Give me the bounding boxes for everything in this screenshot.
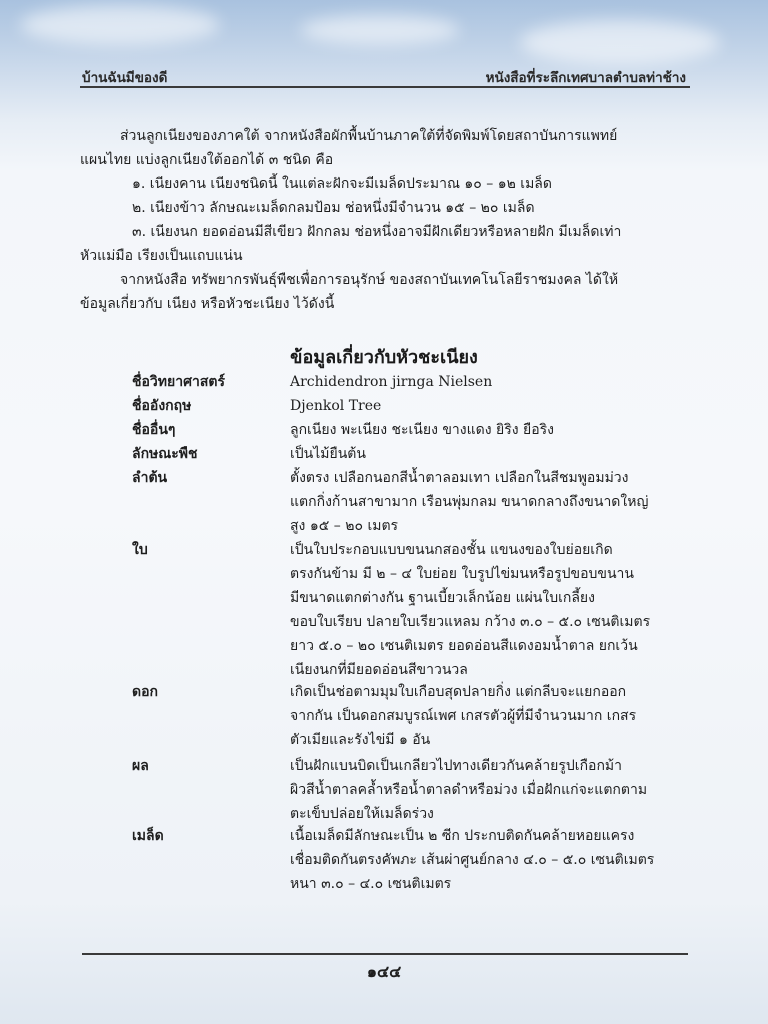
value-line: จากกัน เป็นดอกสมบูรณ์เพศ เกสรตัวผู้ที่มีจำนวนมาก เกสร bbox=[290, 708, 637, 724]
value-line: ผิวสีน้ำตาลคล้ำหรือน้ำตาลดำหรือม่วง เมื่อฝักแก่จะแตกตาม bbox=[290, 782, 648, 798]
value-line: หนา ๓.๐ – ๔.๐ เซนติเมตร bbox=[290, 876, 452, 892]
value-line: ยาว ๕.๐ – ๒๐ เซนติเมตร ยอดอ่อนสีแดงอมน้ำตาล ยกเว้น bbox=[290, 638, 638, 654]
value-line: เกิดเป็นช่อตามมุมใบเกือบสุดปลายกิ่ง แต่กลีบจะแยกออก bbox=[290, 684, 627, 700]
value-line: เป็นใบประกอบแบบขนนกสองชั้น แขนงของใบย่อยเกิด bbox=[290, 542, 613, 558]
value-line: Archidendron jirnga Nielsen bbox=[290, 374, 493, 390]
value-habit bbox=[290, 442, 700, 466]
label-other-names: ชื่ออื่นๆ bbox=[132, 422, 176, 438]
header-divider bbox=[80, 86, 690, 88]
header-book-title: หนังสือที่ระลึกเทศบาลตำบลท่าช้าง bbox=[485, 70, 686, 86]
value-trunk bbox=[290, 466, 700, 538]
label-trunk: ลำต้น bbox=[132, 470, 168, 486]
intro-paragraph-line: แผนไทย แบ่งลูกเนียงใต้ออกได้ ๓ ชนิด คือ bbox=[80, 152, 334, 168]
value-scientific-name bbox=[290, 370, 700, 394]
value-line: แตกกิ่งก้านสาขามาก เรือนพุ่มกลม ขนาดกลางถึงขนาดใหญ่ bbox=[290, 494, 649, 510]
sky-cloud bbox=[300, 15, 460, 45]
value-leaf bbox=[290, 538, 700, 682]
value-line: ตรงกันข้าม มี ๒ – ๔ ใบย่อย ใบรูปไข่มนหรือรูปขอบขนาน bbox=[290, 566, 634, 582]
value-line: Djenkol Tree bbox=[290, 398, 382, 414]
value-line: เนื้อเมล็ดมีลักษณะเป็น ๒ ซีก ประกบติดกันคล้ายหอยแครง bbox=[290, 828, 635, 844]
value-line: ลูกเนียง พะเนียง ชะเนียง ขางแดง ยิริง ยือริง bbox=[290, 422, 555, 438]
label-fruit: ผล bbox=[132, 758, 149, 774]
page-number: ๑๔๔ bbox=[366, 962, 402, 981]
value-line: ขอบใบเรียบ ปลายใบเรียวแหลม กว้าง ๓.๐ – ๕.๐ เซนติเมตร bbox=[290, 614, 651, 630]
value-line: เป็นฝักแบนบิดเป็นเกลียวไปทางเดียวกันคล้ายรูปเกือกม้า bbox=[290, 758, 623, 774]
value-line: ตัวเมียและรังไข่มี ๑ อัน bbox=[290, 732, 431, 748]
source-paragraph-line: ข้อมูลเกี่ยวกับ เนียง หรือหัวชะเนียง ไว้ดังนี้ bbox=[80, 296, 335, 312]
section-title: ข้อมูลเกี่ยวกับหัวชะเนียง bbox=[290, 347, 478, 368]
value-english-name bbox=[290, 394, 700, 418]
sky-cloud bbox=[520, 20, 720, 65]
label-seed: เมล็ด bbox=[132, 828, 164, 844]
intro-paragraph-line: ส่วนลูกเนียงของภาคใต้ จากหนังสือผักพื้นบ้านภาคใต้ที่จัดพิมพ์โดยสถาบันการแพทย์ bbox=[120, 128, 618, 144]
label-flower: ดอก bbox=[132, 684, 158, 700]
list-item-continuation: หัวแม่มือ เรียงเป็นแถบแน่น bbox=[80, 248, 243, 264]
source-paragraph-line: จากหนังสือ ทรัพยากรพันธุ์พืชเพื่อการอนุรักษ์ ของสถาบันเทคโนโลยีราชมงคล ได้ให้ bbox=[120, 272, 619, 288]
value-seed bbox=[290, 824, 700, 896]
value-line: มีขนาดแตกต่างกัน ฐานเบี้ยวเล็กน้อย แผ่นใบเกลี้ยง bbox=[290, 590, 595, 606]
label-scientific-name: ชื่อวิทยาศาสตร์ bbox=[132, 374, 225, 390]
value-line: ตั้งตรง เปลือกนอกสีน้ำตาลอมเทา เปลือกในสีชมพูอมม่วง bbox=[290, 470, 629, 486]
list-item: ๒. เนียงข้าว ลักษณะเมล็ดกลมป้อม ช่อหนึ่งมีจำนวน ๑๕ – ๒๐ เมล็ด bbox=[132, 200, 535, 216]
value-line: เชื่อมติดกันตรงคัพภะ เส้นผ่าศูนย์กลาง ๔.๐ – ๕.๐ เซนติเมตร bbox=[290, 852, 655, 868]
value-other-names bbox=[290, 418, 700, 442]
sky-cloud bbox=[20, 5, 220, 45]
value-line: สูง ๑๕ – ๒๐ เมตร bbox=[290, 518, 399, 534]
label-leaf: ใบ bbox=[132, 542, 148, 558]
value-fruit bbox=[290, 754, 700, 826]
value-flower bbox=[290, 680, 700, 752]
label-habit: ลักษณะพืช bbox=[132, 446, 198, 462]
label-english-name: ชื่ออังกฤษ bbox=[132, 398, 192, 414]
value-line: เนียงนกที่มียอดอ่อนสีขาวนวล bbox=[290, 662, 468, 678]
value-line: เป็นไม้ยืนต้น bbox=[290, 446, 366, 462]
value-line: ตะเข็บปล่อยให้เมล็ดร่วง bbox=[290, 806, 434, 822]
header-book-series: บ้านฉันมีของดี bbox=[82, 70, 168, 86]
list-item: ๓. เนียงนก ยอดอ่อนมีสีเขียว ฝักกลม ช่อหนึ่งอาจมีฝักเดียวหรือหลายฝัก มีเมล็ดเท่า bbox=[132, 224, 622, 240]
list-item: ๑. เนียงคาน เนียงชนิดนี้ ในแต่ละฝักจะมีเมล็ดประมาณ ๑๐ – ๑๒ เมล็ด bbox=[132, 176, 552, 192]
footer-divider bbox=[82, 953, 688, 955]
